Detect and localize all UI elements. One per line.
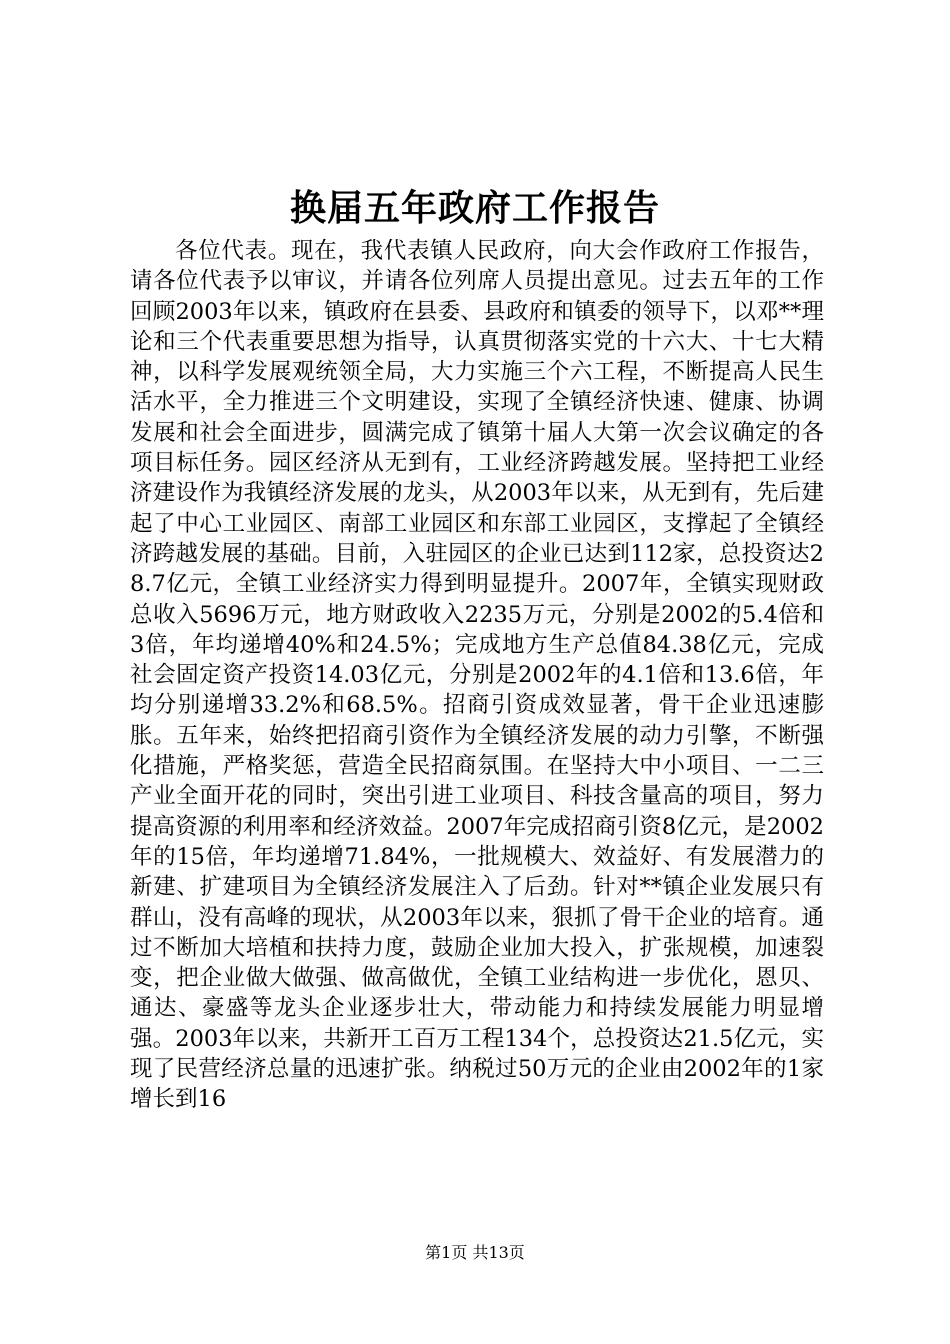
page-footer: 第1页 共13页 [425, 1243, 525, 1262]
document-title: 换届五年政府工作报告 [289, 187, 660, 229]
document-body-paragraph: 各位代表。现在，我代表镇人民政府，向大会作政府工作报告，请各位代表予以审议，并请各位列席人员提出意见。过去五年的工作回顾2003年以来，镇政府在县委、县政府和镇委的领导下，以邓**理论和三个代表重要思想为指导，认真贯彻落实党的十六大、十七大精神，以科学发展观统领全局，大力实施三个六工程，不断提高人民生活水平，全力推进三个文明建设，实现了全镇经济快速、健康、协调发展和社会全面进步，圆满完成了镇第十届人大第一次会议确定的各项目标任务。园区经济从无到有，工业经济跨越发展。坚持把工业经济建设作为我镇经济发展的龙头，从2003年以来，从无到有，先后建起了中心工业园区、南部工业园区和东部工业园区，支撑起了全镇经济跨越发展的基础。目前，入驻园区的企业已达到112家，总投资达28.7亿元，全镇工业经济实力得到明显提升。2007年，全镇实现财政总收入5696万元，地方财政收入2235万元，分别是2002的5.4倍和3倍，年均递增40%和24.5%；完成地方生产总值84.38亿元，完成社会固定资产投资14.03亿元，分别是2002年的4.1倍和13.6倍，年均分别递增33.2%和68.5%。招商引资成效显著，骨干企业迅速膨胀。五年来，始终把招商引资作为全镇经济发展的动力引擎，不断强化措施，严格奖惩，营造全民招商氛围。在坚持大中小项目、一二三产业全面开花的同时，突出引进工业项目、科技含量高的项目，努力提高资源的利用率和经济效益。2007年完成招商引资8亿元，是2002年的15倍，年均递增71.84%，一批规模大、效益好、有发展潜力的新建、扩建项目为全镇经济发展注入了后劲。针对**镇企业发展只有群山，没有高峰的现状，从2003年以来，狠抓了骨干企业的培育。通过不断加大培植和扶持力度，鼓励企业加大投入，扩张规模，加速裂变，把企业做大做强、做高做优，全镇工业结构进一步优化，恩贝、通达、豪盛等龙头企业逐步壮大，带动能力和持续发展能力明显增强。2003年以来，共新开工百万工程134个，总投资达21.5亿元，实现了民营经济总量的迅速扩张。纳税过50万元的企业由2002年的1家增长到16 [130, 238, 824, 1113]
